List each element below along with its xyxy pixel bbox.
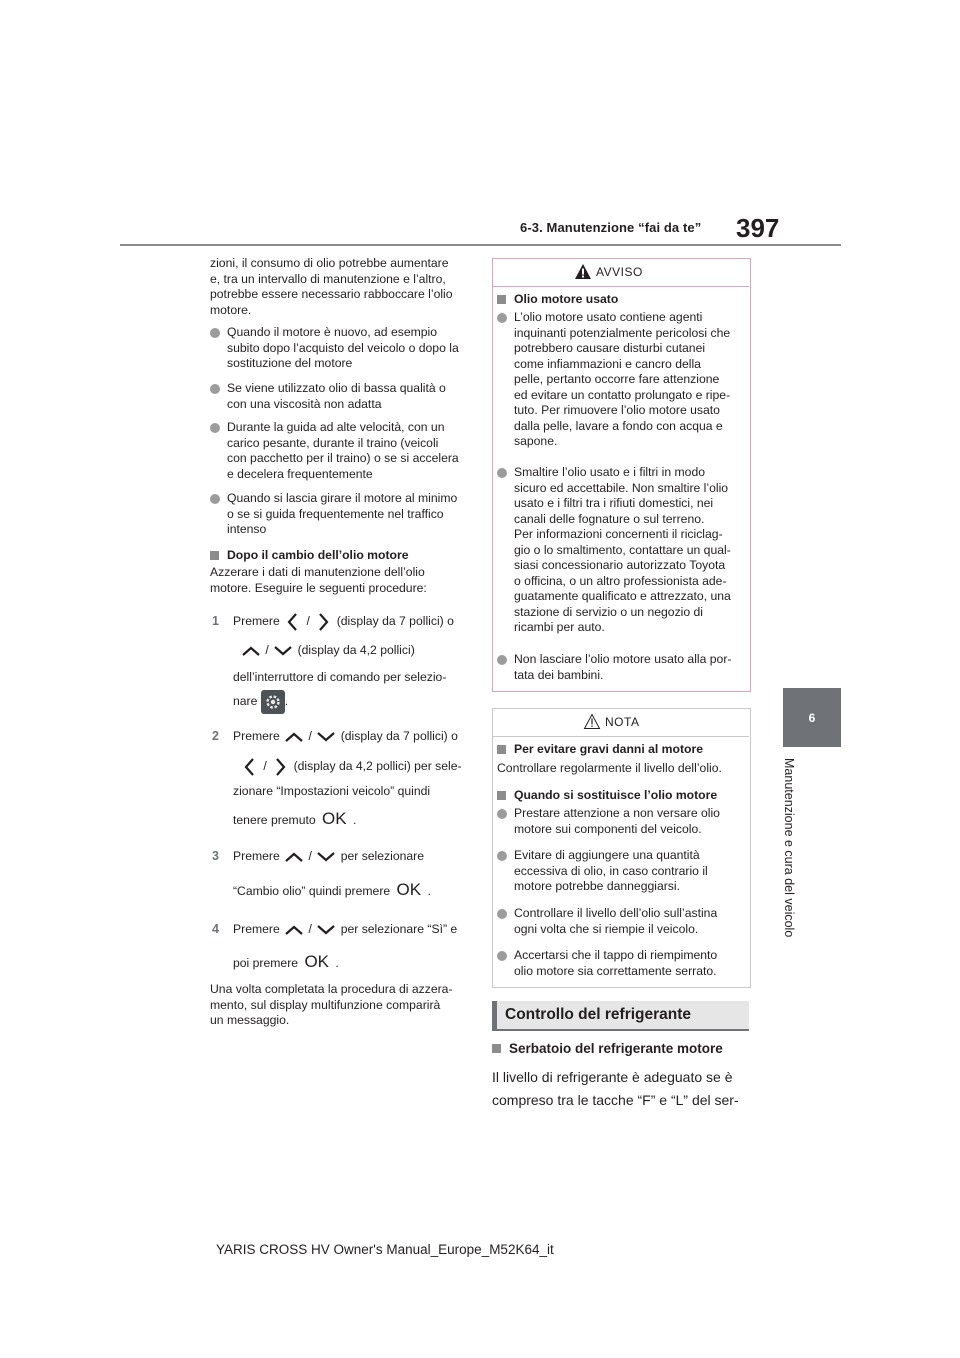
bullet-icon bbox=[497, 909, 507, 919]
caution-triangle-icon bbox=[583, 713, 601, 730]
warning-header bbox=[492, 258, 749, 287]
square-bullet-icon bbox=[492, 1044, 501, 1053]
chevron-left-icon bbox=[283, 611, 303, 633]
coolant-text: Il livello di refrigerante è adeguato se è compreso tra le tacche “F” e “L” del ser- bbox=[492, 1069, 739, 1108]
list-item: Evitare di aggiungere una quantità eccessiva di olio, in caso contrario il motore potrebbe danneggiarsi. bbox=[497, 848, 708, 895]
list-item: Non lasciare l’olio motore usato alla por- tata dei bambini. bbox=[497, 652, 731, 683]
bullet-icon bbox=[497, 809, 507, 819]
note-text: Controllare regolarmente il livello dell’olio. bbox=[497, 761, 722, 775]
header-rule bbox=[120, 244, 841, 246]
list-item: Se viene utilizzato olio di bassa qualità o con una viscosità non adatta bbox=[210, 381, 446, 412]
chevron-right-icon bbox=[270, 756, 290, 778]
step1-line-b: / (display da 4,2 pollici) bbox=[240, 639, 415, 661]
step2-line-a: Premere / (display da 7 pollici) o bbox=[233, 725, 458, 747]
chevron-up-icon bbox=[283, 848, 305, 866]
chapter-number: 6 bbox=[808, 710, 816, 725]
list-item: Accertarsi che il tappo di riempimento olio motore sia correttamente serrato. bbox=[497, 948, 717, 979]
note-heading: Per evitare gravi danni al motore bbox=[497, 742, 703, 758]
step-number: 1 bbox=[212, 614, 219, 628]
intro-paragraph: zioni, il consumo di olio potrebbe aumentare e, tra un intervallo di manutenzione e l’altro, potrebbe essere necessario rabboccare l’olio motore. bbox=[210, 256, 453, 317]
step4-line-b: poi premere OK . bbox=[233, 952, 339, 971]
square-bullet-icon bbox=[210, 551, 219, 560]
subheading-coolant-reservoir: Serbatoio del refrigerante motore bbox=[492, 1040, 723, 1057]
square-bullet-icon bbox=[497, 745, 506, 754]
chevron-up-icon bbox=[283, 921, 305, 939]
closing-paragraph: Una volta completata la procedura di azzera- mento, sul display multifunzione comparirà un messaggio. bbox=[210, 982, 453, 1027]
warning-title: AVVISO bbox=[596, 265, 643, 279]
list-item: Prestare attenzione a non versare olio motore sui componenti del veicolo. bbox=[497, 806, 720, 837]
bullet-icon bbox=[497, 468, 507, 478]
bullet-icon bbox=[497, 951, 507, 961]
list-item: Controllare il livello dell’olio sull’astina ogni volta che si riempie il veicolo. bbox=[497, 906, 717, 937]
ok-button-icon: OK bbox=[304, 952, 329, 971]
gear-icon bbox=[261, 690, 285, 714]
footer-manual-id: YARIS CROSS HV Owner's Manual_Europe_M52K64_it bbox=[216, 1242, 554, 1257]
chevron-left-icon bbox=[240, 756, 260, 778]
step3-line-b: “Cambio olio” quindi premere OK . bbox=[233, 880, 431, 899]
square-bullet-icon bbox=[497, 295, 506, 304]
list-item: Durante la guida ad alte velocità, con un carico pesante, durante il traino (veicoli con pacchetto per il traino) o se si accelera e decelera frequentemente bbox=[210, 420, 459, 482]
chevron-down-icon bbox=[315, 728, 337, 746]
step4-line-a: Premere / per selezionare “Sì” e bbox=[233, 918, 457, 940]
bullet-icon bbox=[210, 423, 220, 433]
chapter-tab[interactable] bbox=[783, 688, 841, 747]
square-bullet-icon bbox=[497, 791, 506, 800]
step-number: 2 bbox=[212, 729, 219, 743]
list-item: Smaltire l’olio usato e i filtri in modo sicuro ed accettabile. Non smaltire l’olio usato e i filtri tra i rifiuti domestici, nei canali delle fognature o sul terreno. Per informazioni concernenti il riciclag- gio o lo smaltimento, contattare un qual- siasi concessionario autorizzato Toyota o officina, o un altro professionista ade- guatamente qualificato e attrezzato, una stazione di servizio o un negozio di ricambi per auto. bbox=[497, 465, 731, 636]
step2-line-d: tenere premuto OK . bbox=[233, 809, 357, 828]
ok-button-icon: OK bbox=[322, 809, 347, 828]
chevron-up-icon bbox=[240, 642, 262, 660]
bullet-icon bbox=[210, 328, 220, 338]
section-heading-coolant: Controllo del refrigerante bbox=[492, 1001, 749, 1031]
subheading-text: Azzerare i dati di manutenzione dell’olio motore. Eseguire le seguenti procedure: bbox=[210, 565, 427, 595]
bullet-icon bbox=[210, 494, 220, 504]
page-number: 397 bbox=[736, 213, 780, 243]
chevron-down-icon bbox=[272, 642, 294, 660]
warning-heading: Olio motore usato bbox=[497, 292, 618, 308]
list-item: Quando il motore è nuovo, ad esempio subito dopo l’acquisto del veicolo o dopo la sostituzione del motore bbox=[210, 325, 459, 372]
note-title: NOTA bbox=[605, 715, 640, 729]
bullet-icon bbox=[497, 655, 507, 665]
step-number: 4 bbox=[212, 922, 219, 936]
step1-line-a: Premere / (display da 7 pollici) o bbox=[233, 610, 454, 632]
chevron-right-icon bbox=[313, 611, 333, 633]
chapter-tab-label: Manutenzione e cura del veicolo bbox=[782, 758, 796, 938]
chevron-down-icon bbox=[315, 848, 337, 866]
list-item: L’olio motore usato contiene agenti inquinanti potenzialmente pericolosi che potrebbero causare disturbi cutanei come infiammazioni e cancro della pelle, pertanto occorre fare attenzione ed evitare un contatto prolungato e ripe- tuto. Per rimuovere l’olio motore usato dalla pelle, lavare a fondo con acqua e sapone. bbox=[497, 310, 730, 450]
bullet-icon bbox=[497, 851, 507, 861]
step1-line-d: nare . bbox=[233, 688, 288, 714]
list-item: Quando si lascia girare il motore al minimo o se si guida frequentemente nel traffico intenso bbox=[210, 491, 457, 538]
step3-line-a: Premere / per selezionare bbox=[233, 845, 424, 867]
step1-line-c: dell’interruttore di comando per selezio- bbox=[233, 670, 447, 684]
step-number: 3 bbox=[212, 849, 219, 863]
bullet-icon bbox=[497, 313, 507, 323]
section-title: 6-3. Manutenzione “fai da te” bbox=[520, 220, 702, 235]
chevron-down-icon bbox=[315, 921, 337, 939]
warning-triangle-icon bbox=[574, 263, 592, 280]
chevron-up-icon bbox=[283, 728, 305, 746]
ok-button-icon: OK bbox=[396, 880, 422, 899]
subheading-oil-change: Dopo il cambio dell’olio motore bbox=[210, 548, 408, 564]
note-heading: Quando si sostituisce l’olio motore bbox=[497, 788, 717, 804]
step2-line-c: zionare “Impostazioni veicolo” quindi bbox=[233, 784, 431, 798]
bullet-icon bbox=[210, 384, 220, 394]
note-header bbox=[492, 708, 749, 737]
step2-line-b: / (display da 4,2 pollici) per sele- bbox=[240, 755, 462, 777]
